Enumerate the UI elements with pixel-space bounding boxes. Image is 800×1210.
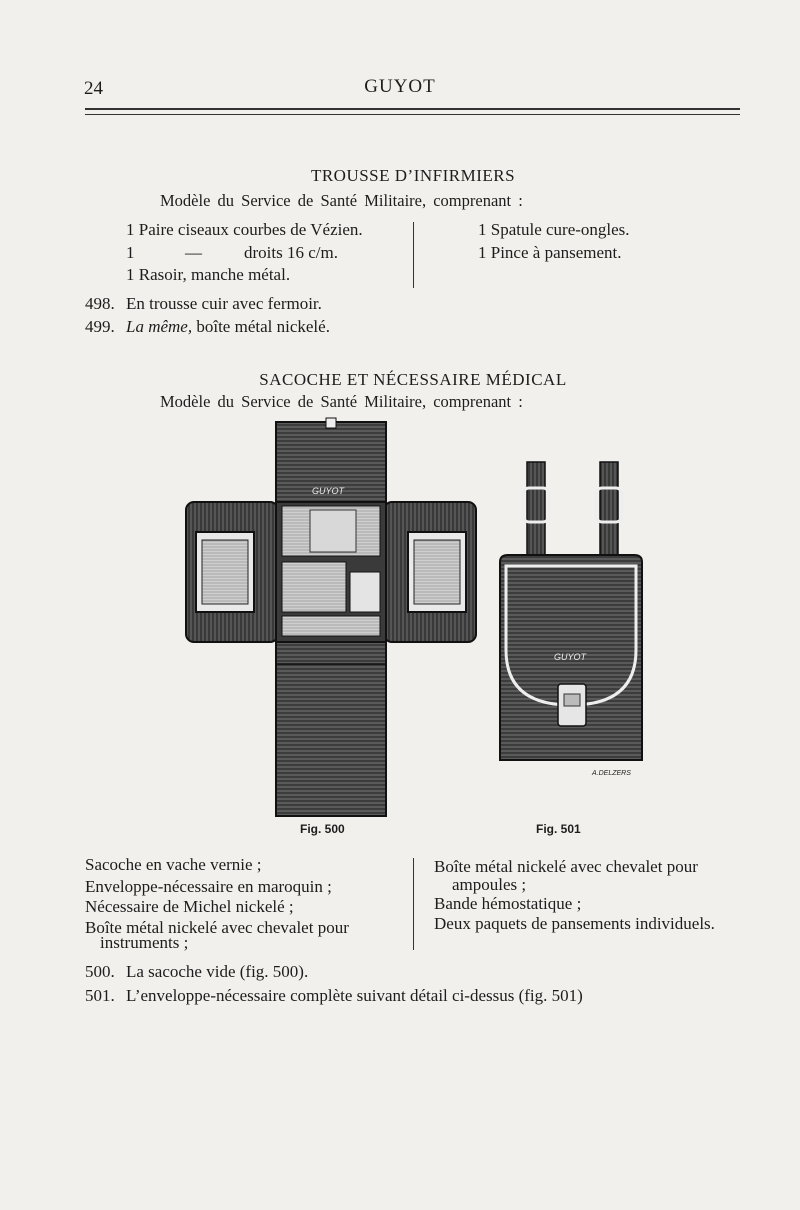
engraver-signature: A.DELZERS (592, 770, 631, 777)
column-divider (413, 858, 414, 950)
fig501-satchel (500, 462, 642, 760)
running-title: GUYOT (364, 76, 436, 97)
list-item: 1 Paire ciseaux courbes de Vézien. (126, 220, 363, 239)
fig500-open-case (186, 418, 476, 816)
page-number: 24 (84, 78, 103, 99)
catalog-text-rest: boîte métal nickelé. (192, 317, 330, 336)
contents-item-cont: ampoules ; (452, 875, 527, 894)
list-item: 1 Spatule cure-ongles. (478, 220, 630, 239)
catalog-number: 499. (85, 317, 115, 336)
section-intro-trousse: Modèle du Service de Santé Militaire, comprenant : (160, 191, 523, 210)
catalog-number: 498. (85, 294, 115, 313)
ditto-mark: — (185, 243, 202, 262)
contents-item: Sacoche en vache vernie ; (85, 855, 262, 874)
catalog-text: En trousse cuir avec fermoir. (126, 294, 322, 313)
fig500-brand: GUYOT (312, 486, 345, 496)
contents-item: Bande hémostatique ; (434, 894, 582, 913)
list-item: droits 16 c/m. (244, 243, 338, 262)
catalog-number: 500. (85, 962, 115, 981)
section-intro-sacoche: Modèle du Service de Santé Militaire, comprenant : (160, 392, 523, 411)
contents-item: Boîte métal nickelé avec chevalet pour (434, 857, 698, 876)
catalog-number: 501. (85, 986, 115, 1005)
contents-item: Deux paquets de pansements individuels. (434, 914, 715, 933)
contents-item: Boîte métal nickelé avec chevalet pour (85, 918, 349, 937)
catalog-text: L’enveloppe-nécessaire complète suivant détail ci-dessus (fig. 501) (126, 986, 583, 1005)
catalog-text-italic: La même, (126, 317, 193, 336)
list-item: 1 Rasoir, manche métal. (126, 265, 291, 284)
contents-item-cont: instruments ; (100, 933, 189, 952)
figure-caption-500: Fig. 500 (300, 822, 345, 836)
section-title-sacoche: SACOCHE ET NÉCESSAIRE MÉDICAL (259, 370, 567, 389)
figure-caption-501: Fig. 501 (536, 822, 581, 836)
list-item: 1 Pince à pansement. (478, 243, 622, 262)
section-title-trousse: TROUSSE D’INFIRMIERS (310, 166, 516, 185)
contents-item: Nécessaire de Michel nickelé ; (85, 897, 294, 916)
list-item-qty: 1 (126, 243, 135, 262)
catalog-text: La sacoche vide (fig. 500). (126, 962, 309, 981)
contents-item: Enveloppe-nécessaire en maroquin ; (85, 877, 332, 896)
fig501-brand: GUYOT (554, 652, 587, 662)
